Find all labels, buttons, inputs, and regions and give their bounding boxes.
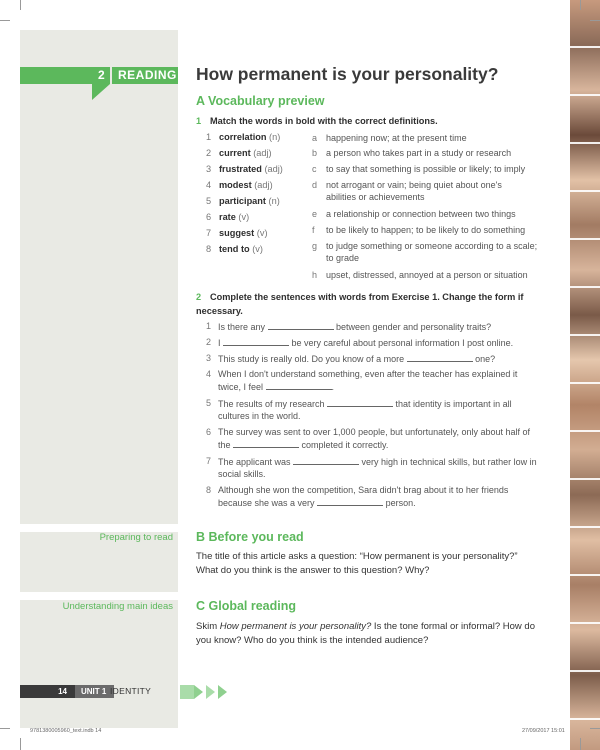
definition-letter: h	[312, 270, 318, 280]
word-item	[206, 196, 306, 212]
part-of-speech: (n)	[268, 196, 280, 206]
exercise-1-instruction	[196, 114, 546, 128]
sentence-text: Is there any	[218, 322, 268, 332]
sentence-text: very high in technical skills, but rather low in social skills.	[218, 457, 537, 479]
sentence-text: be very careful about personal information I post online.	[289, 338, 514, 348]
word-item	[206, 148, 306, 164]
unit-box	[75, 685, 114, 698]
crop-mark	[580, 738, 581, 750]
vocab-word: frustrated	[219, 164, 262, 174]
definition-text: upset, distressed, annoyed at a person or situation	[326, 270, 528, 280]
part-of-speech: (adj)	[264, 164, 283, 174]
definition-text: happening now; at the present time	[326, 133, 467, 143]
crop-mark	[0, 20, 10, 21]
exercise-number: 2	[196, 292, 202, 302]
sentence-text: The results of my research	[218, 399, 328, 409]
word-item	[206, 212, 306, 228]
crop-mark	[20, 738, 21, 750]
photo-strip-separators	[570, 0, 600, 750]
section-tag-divider	[110, 67, 112, 84]
vocab-word: current	[219, 148, 251, 158]
sidebar-label-preparing: Preparing to read	[99, 532, 173, 543]
word-item	[206, 244, 306, 260]
sentence-text: I	[218, 338, 224, 348]
part-of-speech: (adj)	[254, 180, 273, 190]
vocab-word: participant	[219, 196, 266, 206]
sentence-text: When I don't understand something, even after the teacher has explained it twice, I feel	[218, 369, 518, 392]
instruction-text: Match the words in bold with the correct definitions.	[210, 116, 438, 126]
word-item	[206, 228, 306, 244]
item-number: 6	[206, 427, 212, 437]
section-number: 2	[98, 68, 106, 82]
exercise-number: 1	[196, 116, 202, 126]
print-slug-date: 27/09/2017 15:01	[522, 728, 565, 734]
section-c-body	[196, 620, 536, 647]
section-tag-arrow	[92, 84, 110, 100]
answer-blank[interactable]	[223, 337, 289, 346]
sentence-list	[206, 321, 546, 521]
item-number: 4	[206, 180, 212, 190]
article-title: How permanent is your personality?	[219, 621, 372, 632]
sentence-text: .	[331, 381, 335, 392]
answer-blank[interactable]	[266, 381, 332, 390]
item-number: 6	[206, 212, 212, 222]
definition-letter: b	[312, 148, 318, 158]
sentence-text: This study is really old. Do you know of a more	[218, 354, 407, 364]
definition-text: to say that something is possible or likely; to imply	[326, 164, 526, 174]
crop-mark	[590, 728, 600, 729]
item-number: 5	[206, 398, 212, 408]
page-title: How permanent is your personality?	[196, 64, 499, 84]
chevron-right-icon	[218, 685, 227, 699]
crop-mark	[20, 0, 21, 10]
sidebar-label-understanding: Understanding main ideas	[62, 601, 173, 612]
section-c-heading: C Global reading	[196, 599, 297, 613]
item-number: 2	[206, 148, 212, 158]
vocab-word: suggest	[219, 228, 255, 238]
print-slug-file: 9781380005960_text.indb 14	[30, 728, 102, 734]
item-number: 7	[206, 228, 212, 238]
item-number: 5	[206, 196, 212, 206]
body-text: Is the tone formal or informal? How do you know? Who do you think is the intended audience?	[196, 621, 535, 646]
answer-blank[interactable]	[293, 456, 359, 465]
item-number: 1	[206, 132, 212, 142]
sentence-text: one?	[472, 354, 496, 364]
definition-letter: d	[312, 180, 318, 190]
body-text: Skim	[196, 621, 220, 632]
answer-blank[interactable]	[407, 353, 473, 362]
item-number: 8	[206, 485, 212, 495]
section-label: READING	[118, 68, 177, 82]
item-number: 2	[206, 337, 212, 347]
sidebar-panel	[20, 30, 178, 728]
unit-title: IDENTITY	[110, 686, 152, 696]
answer-blank[interactable]	[317, 497, 383, 506]
vocab-word: tend to	[219, 244, 250, 254]
part-of-speech: (n)	[269, 132, 281, 142]
answer-blank[interactable]	[268, 321, 334, 330]
definition-letter: f	[312, 225, 315, 235]
definition-letter: a	[312, 133, 318, 143]
sentence-text: The applicant was	[218, 457, 294, 467]
sentence-text: person.	[383, 497, 416, 508]
definition-letter: c	[312, 164, 317, 174]
part-of-speech: (v)	[256, 228, 268, 238]
part-of-speech: (v)	[252, 244, 263, 254]
definition-text: to be likely to happen; to be likely to do something	[326, 225, 526, 235]
vocab-word: modest	[219, 180, 252, 190]
crop-mark	[0, 728, 10, 729]
sentence-text: Although she won the competition, Sara didn't brag about it to her friends because she was a very	[218, 485, 509, 508]
definition-text: not arrogant or vain; being quiet about one's abilities or achievements	[326, 180, 502, 202]
item-number: 3	[206, 353, 212, 363]
footer-accent	[180, 685, 194, 699]
unit-label: UNIT 1	[81, 687, 107, 696]
item-number: 1	[206, 321, 212, 331]
sentence-text: The survey was sent to over 1,000 people, but unfortunately, only about half of the	[218, 427, 531, 450]
instruction-text: Complete the sentences with words from Exercise 1. Change the form if necessary.	[196, 292, 524, 316]
answer-blank[interactable]	[327, 398, 393, 407]
sidebar-divider	[20, 524, 178, 532]
vocab-word: rate	[219, 212, 236, 222]
exercise-2-instruction	[196, 290, 541, 318]
crop-mark	[580, 0, 581, 10]
item-number: 8	[206, 244, 212, 254]
chevron-right-icon	[206, 685, 215, 699]
part-of-speech: (adj)	[253, 148, 272, 158]
word-item	[206, 164, 306, 180]
part-of-speech: (v)	[238, 212, 250, 222]
sidebar-divider	[20, 592, 178, 600]
chevron-right-icon	[194, 685, 203, 699]
page-number-box	[20, 685, 75, 698]
section-a-heading: A Vocabulary preview	[196, 94, 325, 108]
word-item	[206, 132, 306, 148]
word-item	[206, 180, 306, 196]
definition-list	[312, 133, 562, 283]
section-b-heading: B Before you read	[196, 530, 304, 544]
crop-mark	[590, 20, 600, 21]
definition-text: to judge something or someone according to a scale; to grade	[326, 241, 538, 263]
item-number: 3	[206, 164, 212, 174]
sentence-text: completed it correctly.	[299, 439, 389, 450]
definition-letter: e	[312, 209, 318, 219]
vocab-word: correlation	[219, 132, 267, 142]
answer-blank[interactable]	[233, 439, 299, 448]
word-list	[206, 132, 306, 260]
sentence-text: that identity is important in all cultures in the world.	[218, 399, 512, 421]
sentence-text: between gender and personality traits?	[333, 322, 492, 332]
definition-text: a person who takes part in a study or research	[326, 148, 512, 158]
definition-letter: g	[312, 241, 318, 251]
definition-text: a relationship or connection between two things	[326, 209, 516, 219]
item-number: 7	[206, 456, 212, 466]
page-number: 14	[58, 687, 67, 696]
section-tag	[20, 67, 178, 84]
section-b-body: The title of this article asks a question: “How permanent is your personality?” What do you think is the answer to this question? Why?	[196, 551, 518, 576]
item-number: 4	[206, 369, 212, 379]
